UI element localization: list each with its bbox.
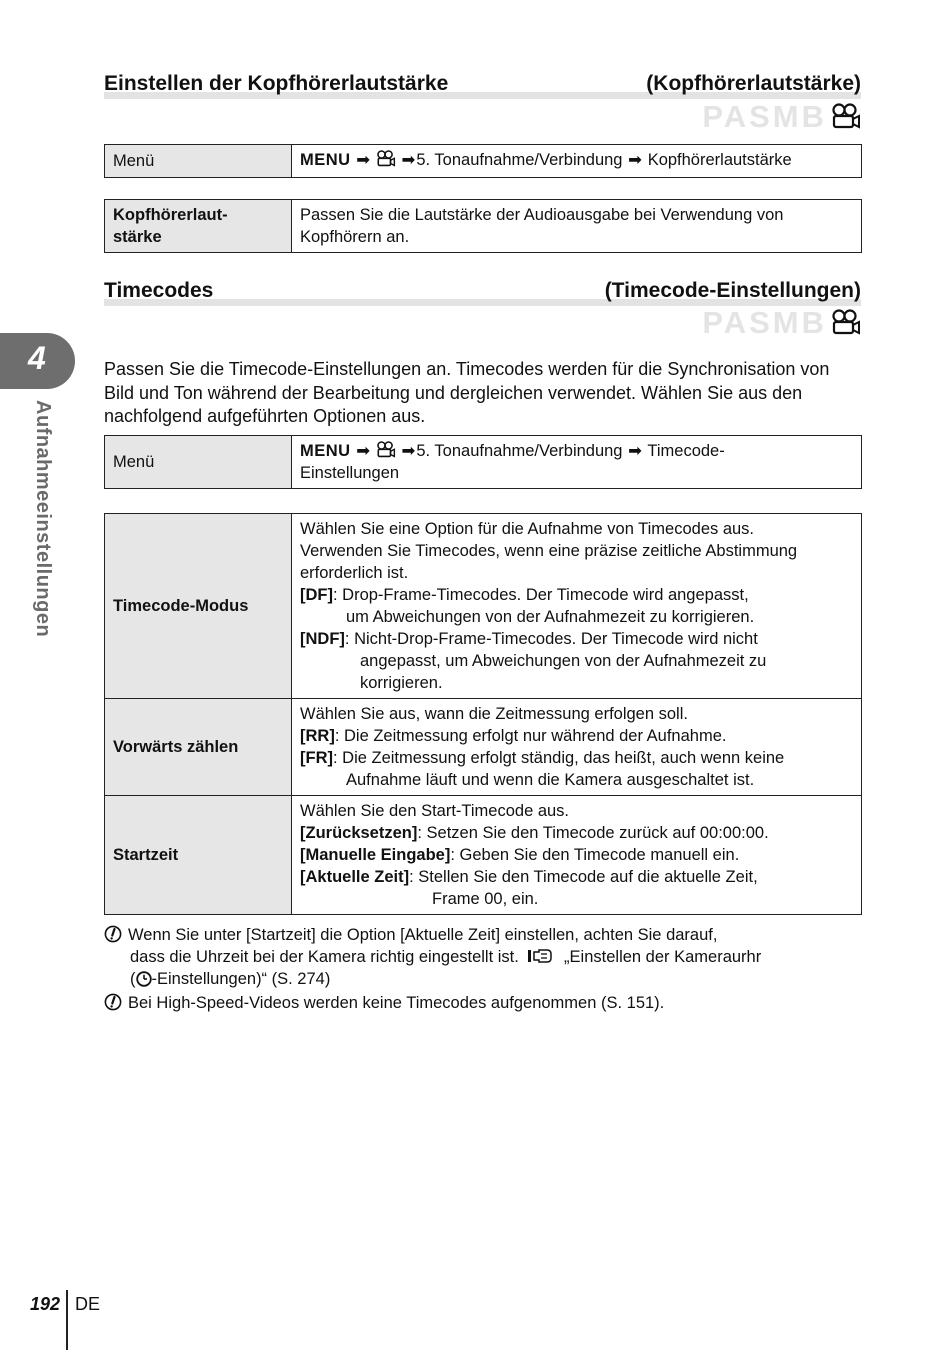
chapter-title <box>28 400 56 690</box>
note-text: Bei High-Speed-Videos werden keine Timecodes aufgenommen (S. 151). <box>128 994 665 1012</box>
caution-icon <box>104 993 122 1011</box>
option-text: : Geben Sie den Timecode manuell ein. <box>450 846 740 864</box>
movie-camera-icon <box>831 309 861 337</box>
shooting-modes: PASMB <box>702 99 827 134</box>
option-continuation: angepasst, um Abweichungen von der Aufnahmezeit zu <box>360 652 767 670</box>
note-text: ( <box>130 970 136 988</box>
option-line <box>300 725 853 747</box>
arrow-icon: ➡ <box>628 442 642 460</box>
option-key: [Zurücksetzen] <box>300 824 418 842</box>
description-line: Wählen Sie den Start-Timecode aus. <box>300 802 570 820</box>
setting-label: Vorwärts zählen <box>105 699 292 796</box>
movie-camera-icon <box>376 441 396 459</box>
page-number: 192 <box>30 1294 61 1314</box>
option-continuation: um Abweichungen von der Aufnahmezeit zu korrigieren. <box>346 608 755 626</box>
mode-indicator <box>702 306 861 340</box>
menu-key: MENU <box>300 151 351 169</box>
menu-key: MENU <box>300 442 351 460</box>
section-right-title: (Kopfhörerlautstärke) <box>646 72 861 95</box>
arrow-icon: ➡ <box>356 151 371 169</box>
option-line <box>300 866 853 888</box>
intro-paragraph: Passen Sie die Timecode-Einstellungen an. Timecodes werden für die Synchronisation von Bild und Ton während der Bearbeitung und dergleichen verwendet. Wählen Sie aus den nachfolgend aufgeführten Optionen aus. <box>104 359 830 426</box>
option-line <box>300 584 853 606</box>
option-text: : Stellen Sie den Timecode auf die aktuelle Zeit, <box>409 868 758 886</box>
option-line <box>300 822 853 844</box>
arrow-icon: ➡ <box>356 442 371 460</box>
caution-icon <box>104 925 122 943</box>
menu-label: Menü <box>105 436 292 489</box>
menu-table <box>104 144 862 178</box>
note-text: „Einstellen der Kameraurhr <box>564 948 762 966</box>
option-key: [Aktuelle Zeit] <box>300 868 410 886</box>
language-code: DE <box>75 1294 101 1314</box>
setting-description <box>292 699 862 796</box>
setting-label: Startzeit <box>105 796 292 915</box>
movie-camera-icon <box>376 150 396 168</box>
menu-path-item: Timecode- <box>647 442 725 460</box>
option-continuation: Aufnahme läuft und wenn die Kamera ausgeschaltet ist. <box>346 771 755 789</box>
page-reference-icon <box>527 948 555 964</box>
menu-table <box>104 435 862 489</box>
option-line <box>300 844 853 866</box>
note-text: dass die Uhrzeit bei der Kamera richtig eingestellt ist. <box>130 948 519 966</box>
arrow-icon: ➡ <box>401 151 416 169</box>
setting-description <box>292 514 862 699</box>
table-row <box>105 514 862 699</box>
menu-path-item: Einstellungen <box>300 464 400 482</box>
option-key: [Manuelle Eingabe] <box>300 846 451 864</box>
menu-path <box>292 145 862 178</box>
note-text: -Einstellungen)“ (S. 274) <box>151 970 331 988</box>
option-line <box>300 628 853 650</box>
clock-icon <box>136 971 152 987</box>
option-key: [NDF] <box>300 630 345 648</box>
shooting-modes: PASMB <box>702 305 827 340</box>
option-text: : Setzen Sie den Timecode zurück auf 00:00:00. <box>417 824 769 842</box>
option-text: : Die Zeitmessung erfolgt ständig, das heißt, auch wenn keine <box>332 749 785 767</box>
settings-table <box>104 199 862 253</box>
setting-label: Timecode-Modus <box>105 514 292 699</box>
menu-path <box>292 436 862 489</box>
option-text: : Drop-Frame-Timecodes. Der Timecode wird angepasst, <box>332 586 749 604</box>
settings-table <box>104 513 862 915</box>
description-line: Wählen Sie aus, wann die Zeitmessung erfolgen soll. <box>300 705 688 723</box>
option-key: [DF] <box>300 586 333 604</box>
setting-description: Passen Sie die Lautstärke der Audioausgabe bei Verwendung von Kopfhörern an. <box>292 200 862 253</box>
setting-description <box>292 796 862 915</box>
option-continuation: Frame 00, ein. <box>432 890 539 908</box>
description-line: Wählen Sie eine Option für die Aufnahme von Timecodes aus. <box>300 520 755 538</box>
option-continuation: korrigieren. <box>360 674 443 692</box>
option-key: [RR] <box>300 727 335 745</box>
option-text: : Die Zeitmessung erfolgt nur während der Aufnahme. <box>334 727 727 745</box>
description-line: erforderlich ist. <box>300 564 409 582</box>
option-key: [FR] <box>300 749 333 767</box>
section-right-title: (Timecode-Einstellungen) <box>604 279 861 302</box>
section-header <box>104 70 861 100</box>
section-title: Timecodes <box>104 279 214 302</box>
setting-label <box>105 200 292 253</box>
table-row <box>105 699 862 796</box>
option-text: : Nicht-Drop-Frame-Timecodes. Der Timecode wird nicht <box>344 630 758 648</box>
menu-label: Menü <box>105 145 292 178</box>
menu-path-item: Kopfhörerlautstärke <box>647 151 792 169</box>
table-row <box>105 796 862 915</box>
menu-path-item: 5. Tonaufnahme/Verbindung <box>416 442 623 460</box>
description-line: Verwenden Sie Timecodes, wenn eine präzise zeitliche Abstimmung <box>300 542 798 560</box>
movie-camera-icon <box>831 103 861 131</box>
mode-indicator <box>702 100 861 134</box>
arrow-icon: ➡ <box>401 442 416 460</box>
chapter-number: 4 <box>28 340 46 376</box>
arrow-icon: ➡ <box>628 151 642 169</box>
menu-path-item: 5. Tonaufnahme/Verbindung <box>416 151 623 169</box>
section-title: Einstellen der Kopfhörerlautstärke <box>104 72 449 95</box>
option-line <box>300 747 853 769</box>
note <box>104 924 864 990</box>
note <box>104 992 864 1014</box>
setting-label-text: Kopfhörerlaut- stärke <box>113 206 228 246</box>
chapter-title-text: Aufnahmeeinstellungen <box>32 400 54 638</box>
note-text: Wenn Sie unter [Startzeit] die Option [Aktuelle Zeit] einstellen, achten Sie darauf, <box>128 926 718 944</box>
section-header <box>104 277 861 307</box>
footer-divider <box>66 1290 68 1350</box>
